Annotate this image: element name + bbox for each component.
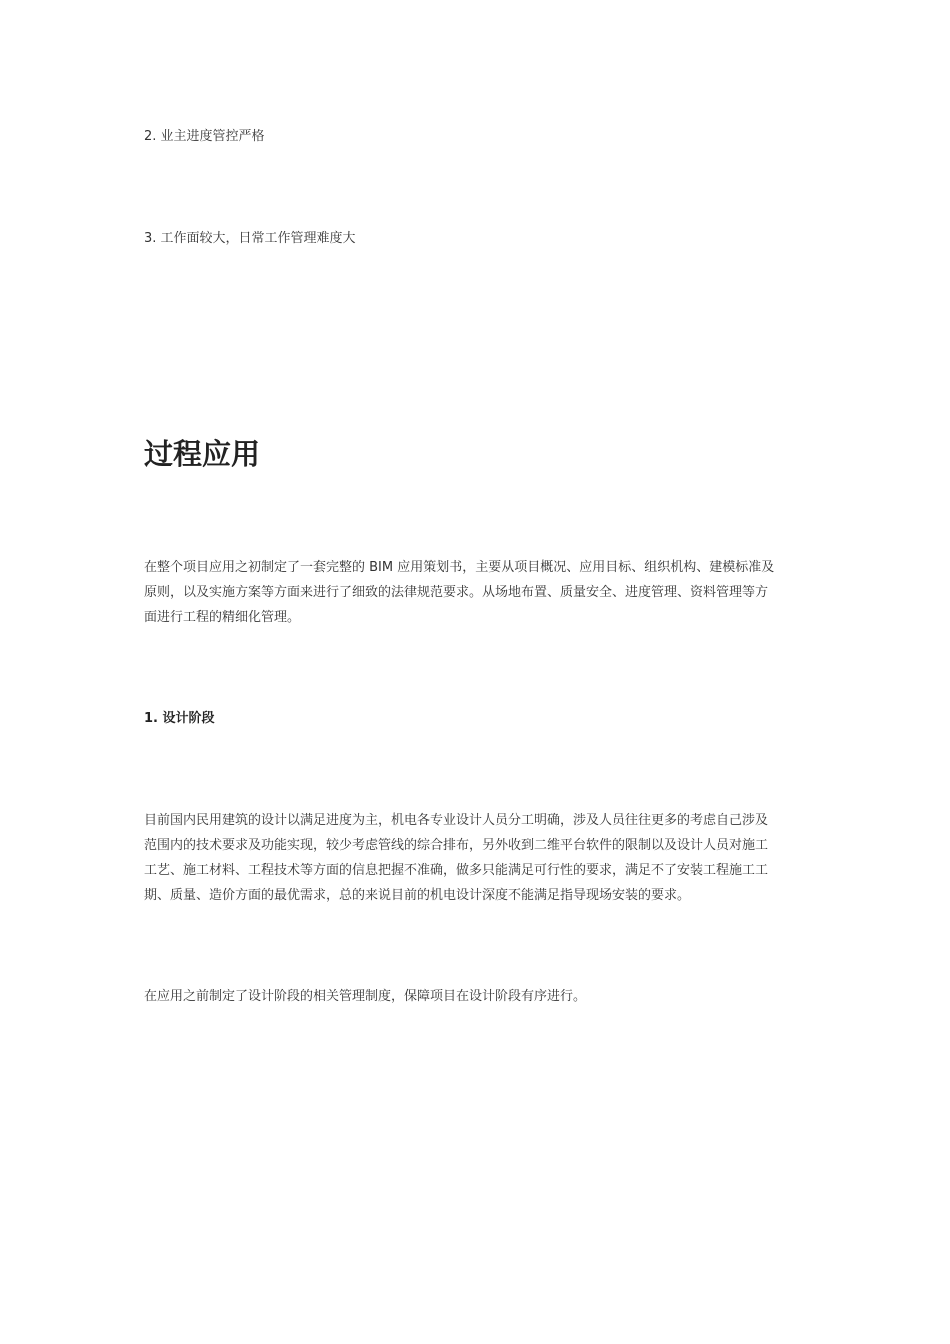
design-line: 范围内的技术要求及功能实现，较少考虑管线的综合排布，另外收到二维平台软件的限制以及设计人员对施工 <box>144 838 769 853</box>
list-item-3: 3. 工作面较大，日常工作管理难度大 <box>144 231 356 246</box>
design-line: 目前国内民用建筑的设计以满足进度为主，机电各专业设计人员分工明确，涉及人员往往更多的考虑自己涉及 <box>144 813 769 828</box>
section-title: 过程应用 <box>144 437 261 471</box>
intro-line: 原则，以及实施方案等方面来进行了细致的法律规范要求。从场地布置、质量安全、进度管理、资料管理等方 <box>144 585 769 600</box>
intro-paragraph <box>144 555 809 630</box>
intro-line: 面进行工程的精细化管理。 <box>144 610 301 625</box>
design-line: 工艺、施工材料、工程技术等方面的信息把握不准确，做多只能满足可行性的要求，满足不了安装工程施工工 <box>144 863 769 878</box>
list-item-2: 2. 业主进度管控严格 <box>144 129 265 144</box>
closing-paragraph: 在应用之前制定了设计阶段的相关管理制度，保障项目在设计阶段有序进行。 <box>144 989 587 1004</box>
design-line: 期、质量、造价方面的最优需求，总的来说目前的机电设计深度不能满足指导现场安装的要求。 <box>144 888 691 903</box>
subsection-title: 1. 设计阶段 <box>144 711 215 726</box>
intro-line: 在整个项目应用之初制定了一套完整的 BIM 应用策划书，主要从项目概况、应用目标、组织机构、建模标准及 <box>144 560 775 575</box>
design-paragraph <box>144 808 809 908</box>
